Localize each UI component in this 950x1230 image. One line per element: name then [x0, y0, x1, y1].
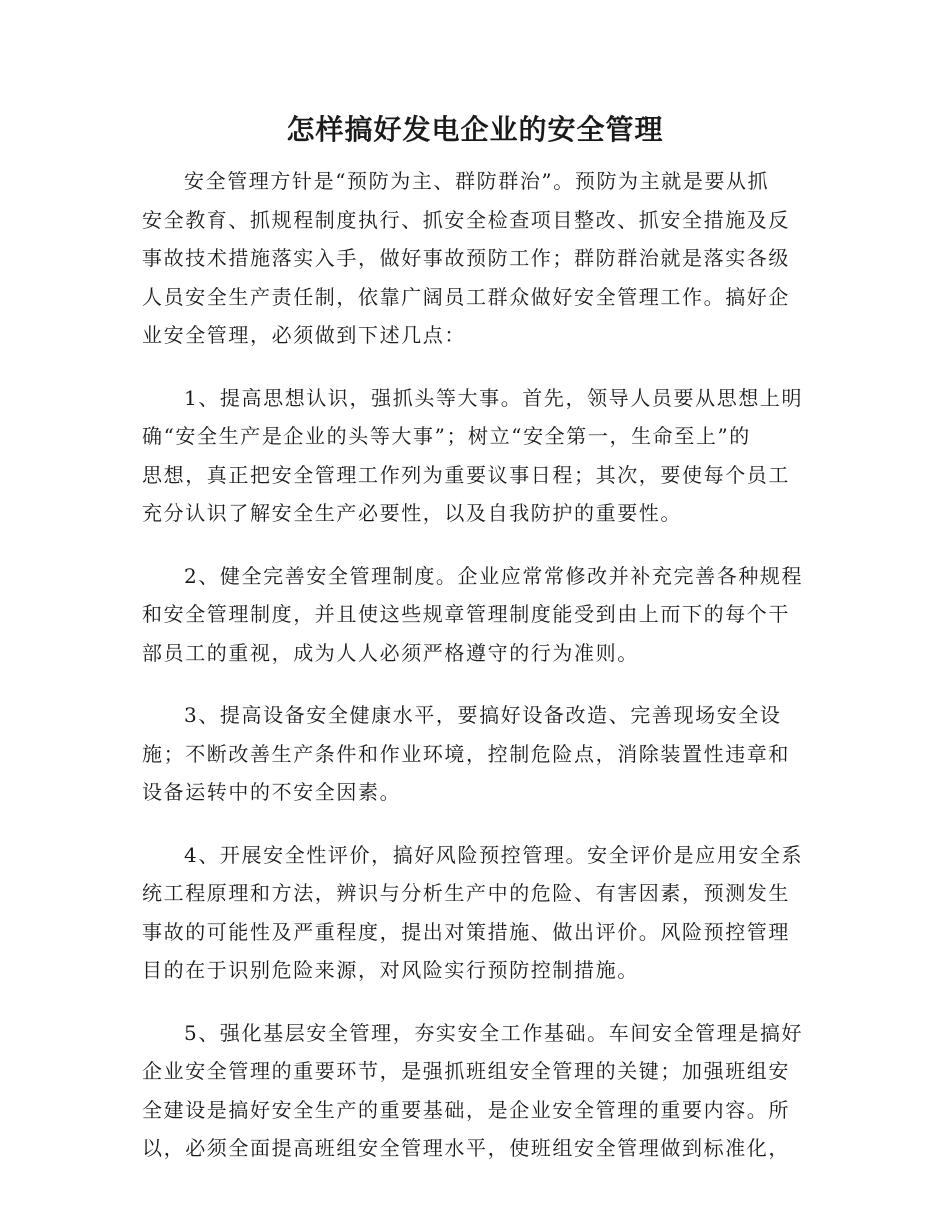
text-line: 部员工的重视，成为人人必须严格遵守的行为准则。: [142, 640, 639, 665]
text-line: 企业安全管理的重要环节，是强抓班组安全管理的关键；加强班组安: [142, 1059, 790, 1083]
text-line: 安全管理方针是“预防为主、群防群治”。预防为主就是要从抓: [184, 169, 770, 193]
paragraph-point-4: [142, 836, 810, 990]
text-line: 思想，真正把安全管理工作列为重要议事日程；其次，要使每个员工: [142, 462, 790, 487]
document-body: [142, 162, 810, 1192]
paragraph-intro: [142, 162, 810, 355]
document-title: 怎样搞好发电企业的安全管理: [286, 113, 664, 146]
paragraph-point-1: [142, 379, 810, 533]
text-line: 全建设是搞好安全生产的重要基础，是企业安全管理的重要内容。所: [142, 1097, 790, 1122]
text-line: 设备运转中的不安全因素。: [142, 780, 402, 804]
text-line: 事故的可能性及严重程度，提出对策措施、做出评价。风险预控管理: [142, 919, 790, 944]
text-line: 安全教育、抓规程制度执行、抓安全检查项目整改、抓安全措施及反: [142, 207, 790, 232]
text-line: 以，必须全面提高班组安全管理水平，使班组安全管理做到标准化，: [142, 1136, 790, 1160]
text-line: 充分认识了解安全生产必要性，以及自我防护的重要性。: [142, 501, 682, 525]
text-line: 4、开展安全性评价，搞好风险预控管理。安全评价是应用安全系: [184, 842, 804, 867]
text-line: 事故技术措施落实入手，做好事故预防工作；群防群治就是落实各级: [142, 246, 790, 270]
paragraph-point-3: [142, 696, 810, 812]
text-line: 5、强化基层安全管理，夯实安全工作基础。车间安全管理是搞好: [184, 1020, 804, 1045]
text-line: 和安全管理制度，并且使这些规章管理制度能受到由上而下的每个干: [142, 602, 790, 626]
text-line: 目的在于识别危险来源，对风险实行预防控制措施。: [142, 958, 639, 982]
text-line: 3、提高设备安全健康水平，要搞好设备改造、完善现场安全设: [184, 703, 782, 727]
paragraph-point-2: [142, 557, 810, 673]
text-line: 人员安全生产责任制，依靠广阔员工群众做好安全管理工作。搞好企: [142, 284, 790, 309]
paragraph-point-5: [142, 1014, 810, 1168]
text-line: 1、提高思想认识，强抓头等大事。首先，领导人员要从思想上明: [184, 385, 804, 410]
text-line: 确“安全生产是企业的头等大事”；树立“安全第一，生命至上”的: [142, 424, 751, 448]
text-line: 统工程原理和方法，辨识与分析生产中的危险、有害因素，预测发生: [142, 881, 790, 905]
text-line: 业安全管理，必须做到下述几点：: [142, 323, 466, 347]
text-line: 2、健全完善安全管理制度。企业应常常修改并补充完善各种规程: [184, 563, 804, 588]
text-line: 施；不断改善生产条件和作业环境，控制危险点，消除装置性违章和: [142, 741, 790, 766]
